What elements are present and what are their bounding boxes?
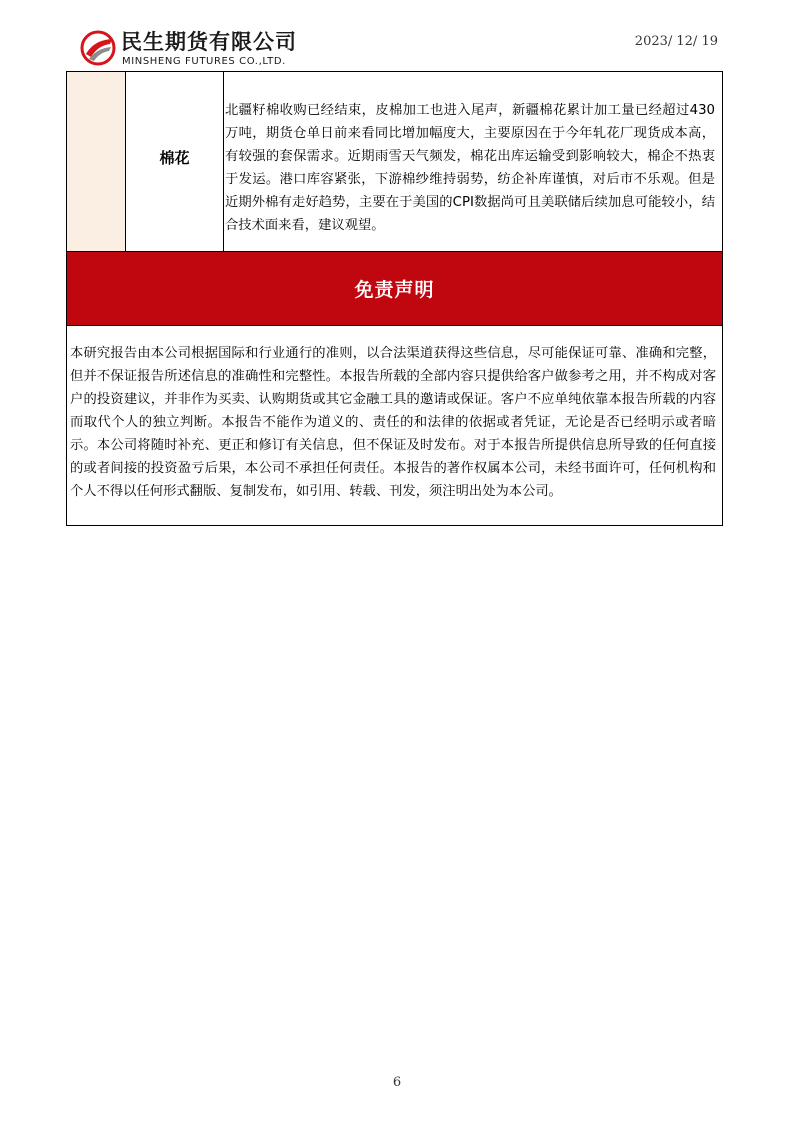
- disclaimer-title: 免责声明: [354, 279, 435, 301]
- report-date: 2023/ 12/ 19: [634, 34, 718, 49]
- analysis-text: 北疆籽棉收购已经结束，皮棉加工也进入尾声，新疆棉花累计加工量已经超过430万吨，期货仓单日前来看同比增加幅度大，主要原因在于今年轧花厂现货成本高，有较强的套保需求。近期雨雪天气频发，棉花出库运输受到影响较大，棉企不热衷于发运。港口库容紧张，下游棉纱维持弱势，纺企补库谨慎，对后市不乐观。但是近期外棉有走好趋势，主要在于美国的CPI数据尚可且美联储后续加息可能较小，结合技术面来看，建议观望。: [225, 103, 715, 233]
- commodity-label: 棉花: [159, 149, 190, 167]
- table-row-cotton: [66, 72, 723, 252]
- page-number: 6: [392, 1075, 402, 1090]
- commodity-cell: [126, 72, 224, 251]
- company-logo-icon: [80, 30, 116, 66]
- disclaimer-text: 本研究报告由本公司根据国际和行业通行的准则，以合法渠道获得这些信息，尽可能保证可靠、准确和完整，但并不保证报告所述信息的准确性和完整性。本报告所载的全部内容只提供给客户做参考之用，并不构成对客户的投资建议，并非作为买卖、认购期货或其它金融工具的邀请或保证。客户不应单纯依靠本报告所载的内容而取代个人的独立判断。本报告不能作为道义的、责任的和法律的依据或者凭证，无论是否已经明示或者暗示。本公司将随时补充、更正和修订有关信息，但不保证及时发布。对于本报告所提供信息所导致的任何直接的或者间接的投资盈亏后果，本公司不承担任何责任。本报告的著作权属本公司，未经书面许可，任何机构和个人不得以任何形式翻版、复制发布，如引用、转载、刊发，须注明出处为本公司。: [70, 346, 716, 499]
- category-cell: [67, 72, 126, 251]
- company-name-cn: 民生期货有限公司: [121, 30, 297, 54]
- page-header: [0, 0, 794, 72]
- disclaimer-header: [66, 252, 723, 326]
- company-name-en: MINSHENG FUTURES CO.,LTD.: [122, 56, 286, 67]
- disclaimer-box: [66, 326, 723, 526]
